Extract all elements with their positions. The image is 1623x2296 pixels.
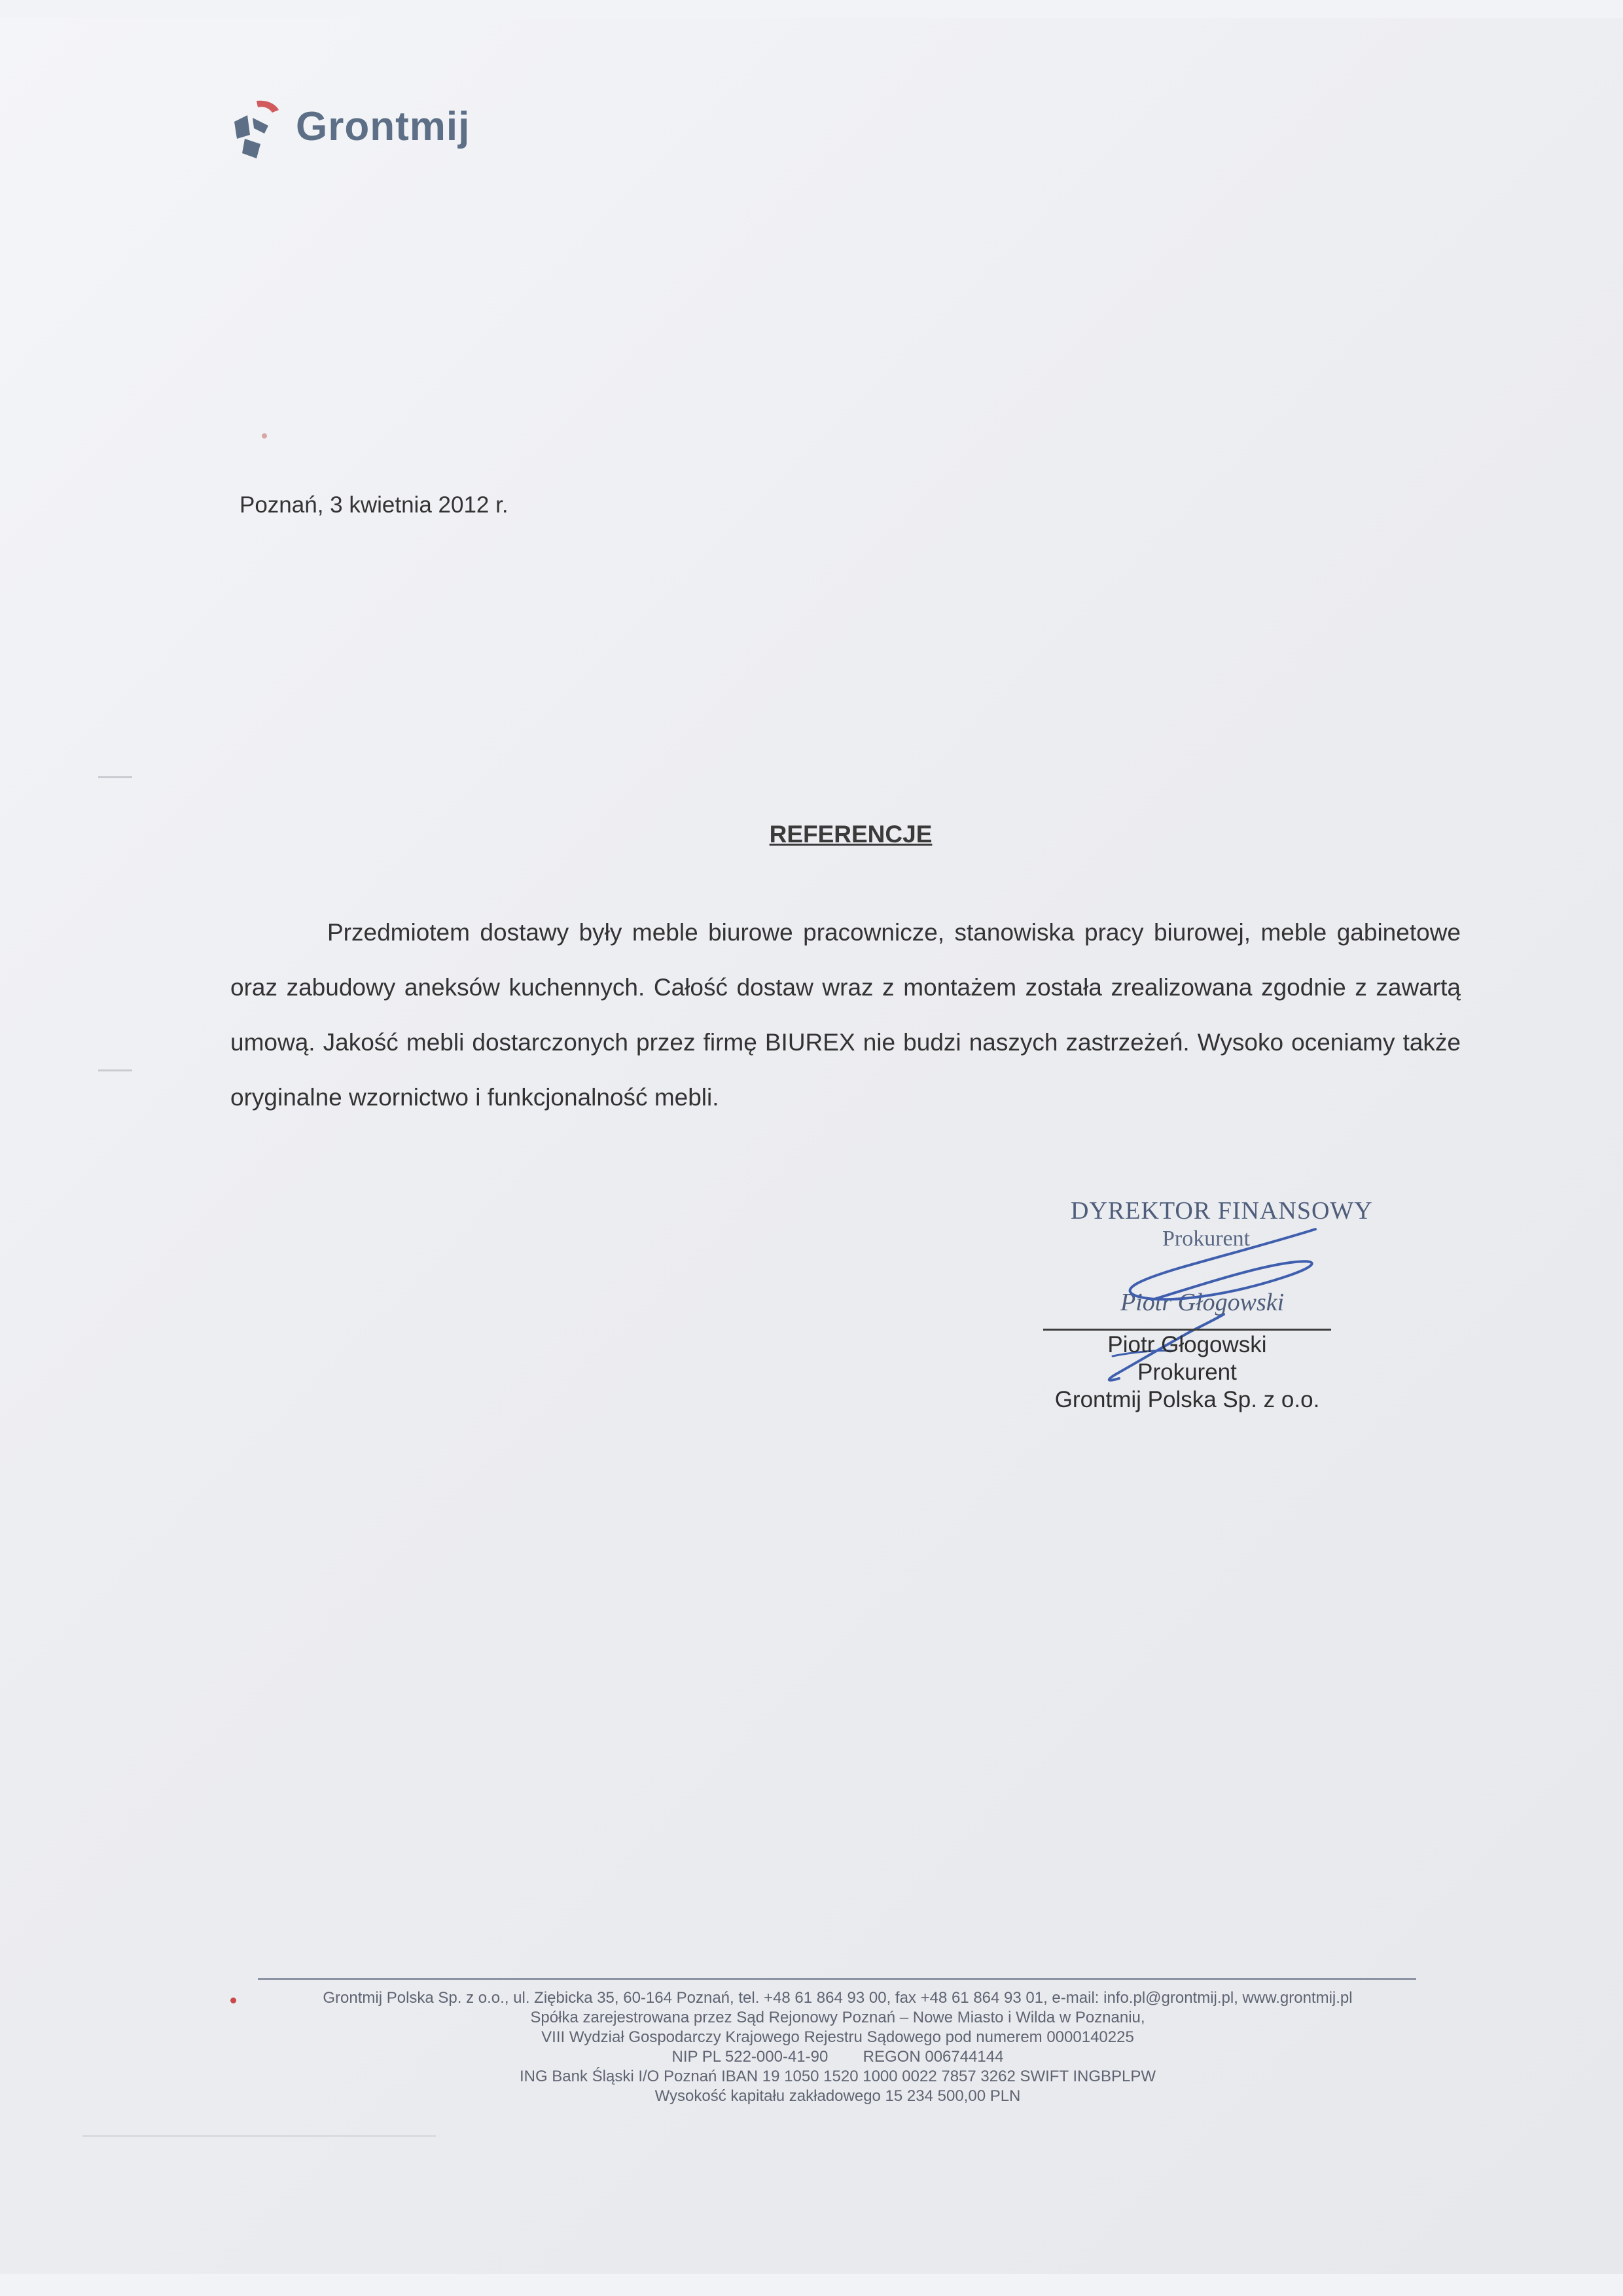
margin-dot (262, 433, 267, 439)
footer-line: Wysokość kapitału zakładowego 15 234 500,00 PLN (654, 2087, 1021, 2105)
reference-paragraph (230, 905, 1461, 1125)
footer-line: Grontmij Polska Sp. z o.o., ul. Ziębicka 35, 60-164 Poznań, tel. +48 61 864 93 00, fax +48 61 864 93 01, e-mail: info.pl@grontmij.pl, www.grontmij.pl (323, 1989, 1353, 2007)
document-heading: REFERENCJE (769, 821, 933, 848)
letter-date: Poznań, 3 kwietnia 2012 r. (240, 492, 508, 518)
margin-mark (98, 776, 132, 778)
signer-company: Grontmij Polska Sp. z o.o. (1054, 1387, 1320, 1412)
grontmij-logo-icon (230, 96, 280, 161)
signer-role: Prokurent (1137, 1359, 1237, 1385)
stamp-name: Piotr Głogowski (1120, 1289, 1285, 1316)
reference-paragraph-text: Przedmiotem dostawy były meble biurowe pracownicze, stanowiska pracy biurowej, meble gabinetowe oraz zabudowy aneksów kuchennych. Całość dostaw wraz z montażem została zrealizowana zgodnie z zawartą umową. Jakość mebli dostarczonych przez firmę BIUREX nie budzi naszych zastrzeżeń. Wysoko oceniamy także oryginalne wzornictwo i funkcjonalność mebli. (230, 919, 1461, 1111)
footer-line: ING Bank Śląski I/O Poznań IBAN 19 1050 1520 1000 0022 7857 3262 SWIFT INGBPLPW (519, 2068, 1156, 2085)
footer-line: VIII Wydział Gospodarczy Krajowego Rejestru Sądowego pod numerem 0000140225 (541, 2028, 1134, 2046)
footer-line: Spółka zarejestrowana przez Sąd Rejonowy Poznań – Nowe Miasto i Wilda w Poznaniu, (530, 2009, 1145, 2026)
stamp-role: Prokurent (1162, 1227, 1251, 1251)
company-footer (249, 1988, 1427, 2106)
footer-bullet (230, 1998, 236, 2003)
signature-line (1043, 1329, 1331, 1331)
margin-mark (82, 2135, 436, 2137)
stamp-title: DYREKTOR FINANSOWY (1071, 1197, 1373, 1225)
letter-page (0, 18, 1623, 2274)
signer-name: Piotr Głogowski (1107, 1332, 1267, 1357)
company-logo-text: Grontmij (296, 104, 471, 149)
footer-line: NIP PL 522-000-41-90 REGON 006744144 (671, 2048, 1004, 2066)
signer-block (1043, 1331, 1331, 1414)
margin-mark (98, 1069, 132, 1071)
footer-rule (258, 1978, 1416, 1980)
